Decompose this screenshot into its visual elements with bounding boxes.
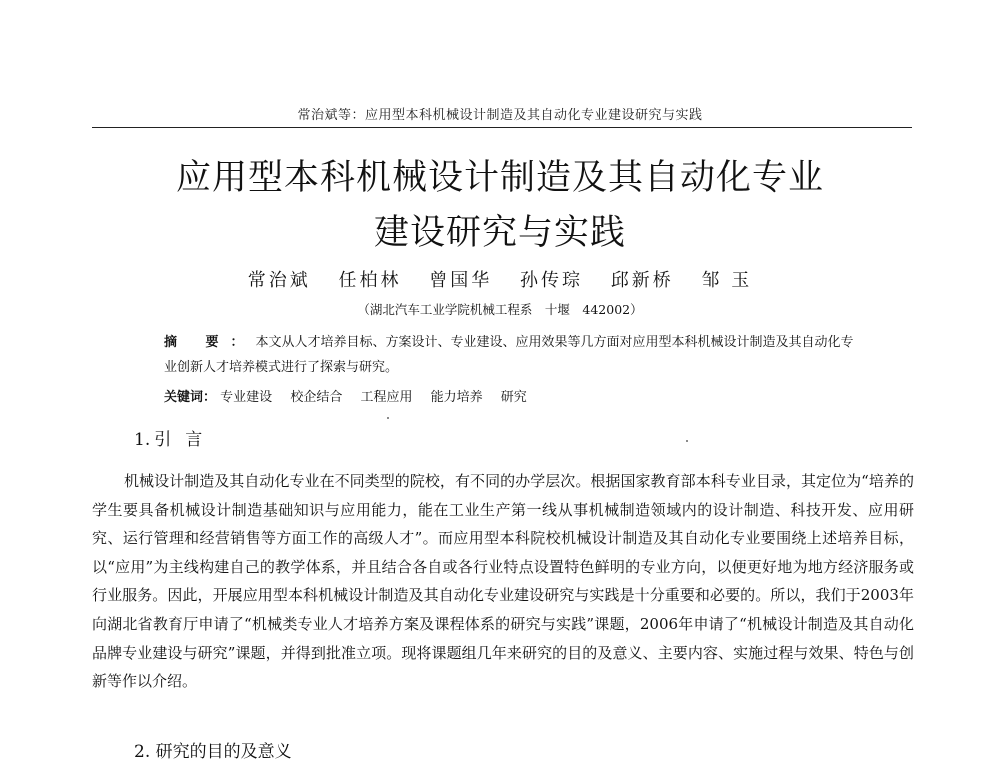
keyword: 专业建设 bbox=[220, 390, 273, 405]
abstract-text: 本文从人才培养目标、方案设计、专业建设、应用效果等几方面对应用型本科机械设计制造及其自动化专业创新人才培养模式进行了探索与研究。 bbox=[164, 335, 854, 375]
abstract bbox=[164, 330, 854, 380]
introduction-paragraph: 机械设计制造及其自动化专业在不同类型的院校，有不同的办学层次。根据国家教育部本科专业目录，其定位为“培养的学生要具备机械设计制造基础知识与应用能力，能在工业生产第一线从事机械制造领域内的设计制造、科技开发、应用研究、运行管理和经营销售等方面工作的高级人才”。而应用型本科院校机械设计制造及其自动化专业要围绕上述培养目标，以“应用”为主线构建自己的教学体系，并且结合各自或各行业特点设置特色鲜明的专业方向，以便更好地为地方经济服务或行业服务。因此，开展应用型本科机械设计制造及其自动化专业建设研究与实践是十分重要和必要的。所以，我们于2003年向湖北省教育厅申请了“机械类专业人才培养方案及课程体系的研究与实践”课题，2006年申请了“机械设计制造及其自动化品牌专业建设与研究”课题，并得到批准立项。现将课题组几年来研究的目的及意义、主要内容、实施过程与效果、特色与创新等作以介绍。 bbox=[92, 472, 914, 691]
keyword: 工程应用 bbox=[360, 390, 413, 405]
section-number: 2. bbox=[134, 742, 151, 762]
author-name: 邹 玉 bbox=[701, 270, 753, 291]
section-title: 研究的目的及意义 bbox=[155, 742, 292, 762]
section-title: 引言 bbox=[154, 430, 217, 450]
affiliation: （湖北汽车工业学院机械工程系 十堰 442002） bbox=[357, 302, 643, 317]
header-rule bbox=[92, 127, 912, 128]
keywords-label: 关键词： bbox=[164, 390, 217, 405]
author-name: 孙传琮 bbox=[520, 270, 583, 291]
keyword: 研究 bbox=[500, 390, 527, 405]
paper-title-line-2: 建设研究与实践 bbox=[373, 213, 626, 253]
section-number: 1. bbox=[134, 430, 151, 450]
keywords bbox=[164, 386, 854, 405]
scan-speck bbox=[387, 417, 389, 419]
keyword: 校企结合 bbox=[290, 390, 343, 405]
author-name: 邱新桥 bbox=[610, 270, 674, 291]
author-list bbox=[0, 266, 1000, 292]
keyword: 能力培养 bbox=[430, 390, 483, 405]
section-heading-introduction bbox=[134, 425, 216, 450]
author-name: 常治斌 bbox=[247, 270, 311, 291]
paper-title-line-1: 应用型本科机械设计制造及其自动化专业 bbox=[175, 158, 824, 198]
abstract-label: 摘 要： bbox=[164, 335, 256, 350]
author-name: 任柏林 bbox=[338, 270, 402, 291]
author-name: 曾国华 bbox=[429, 270, 493, 291]
running-header: 常治斌等：应用型本科机械设计制造及其自动化专业建设研究与实践 bbox=[297, 108, 703, 123]
scan-speck bbox=[686, 440, 688, 442]
section-heading-purpose bbox=[134, 737, 292, 762]
